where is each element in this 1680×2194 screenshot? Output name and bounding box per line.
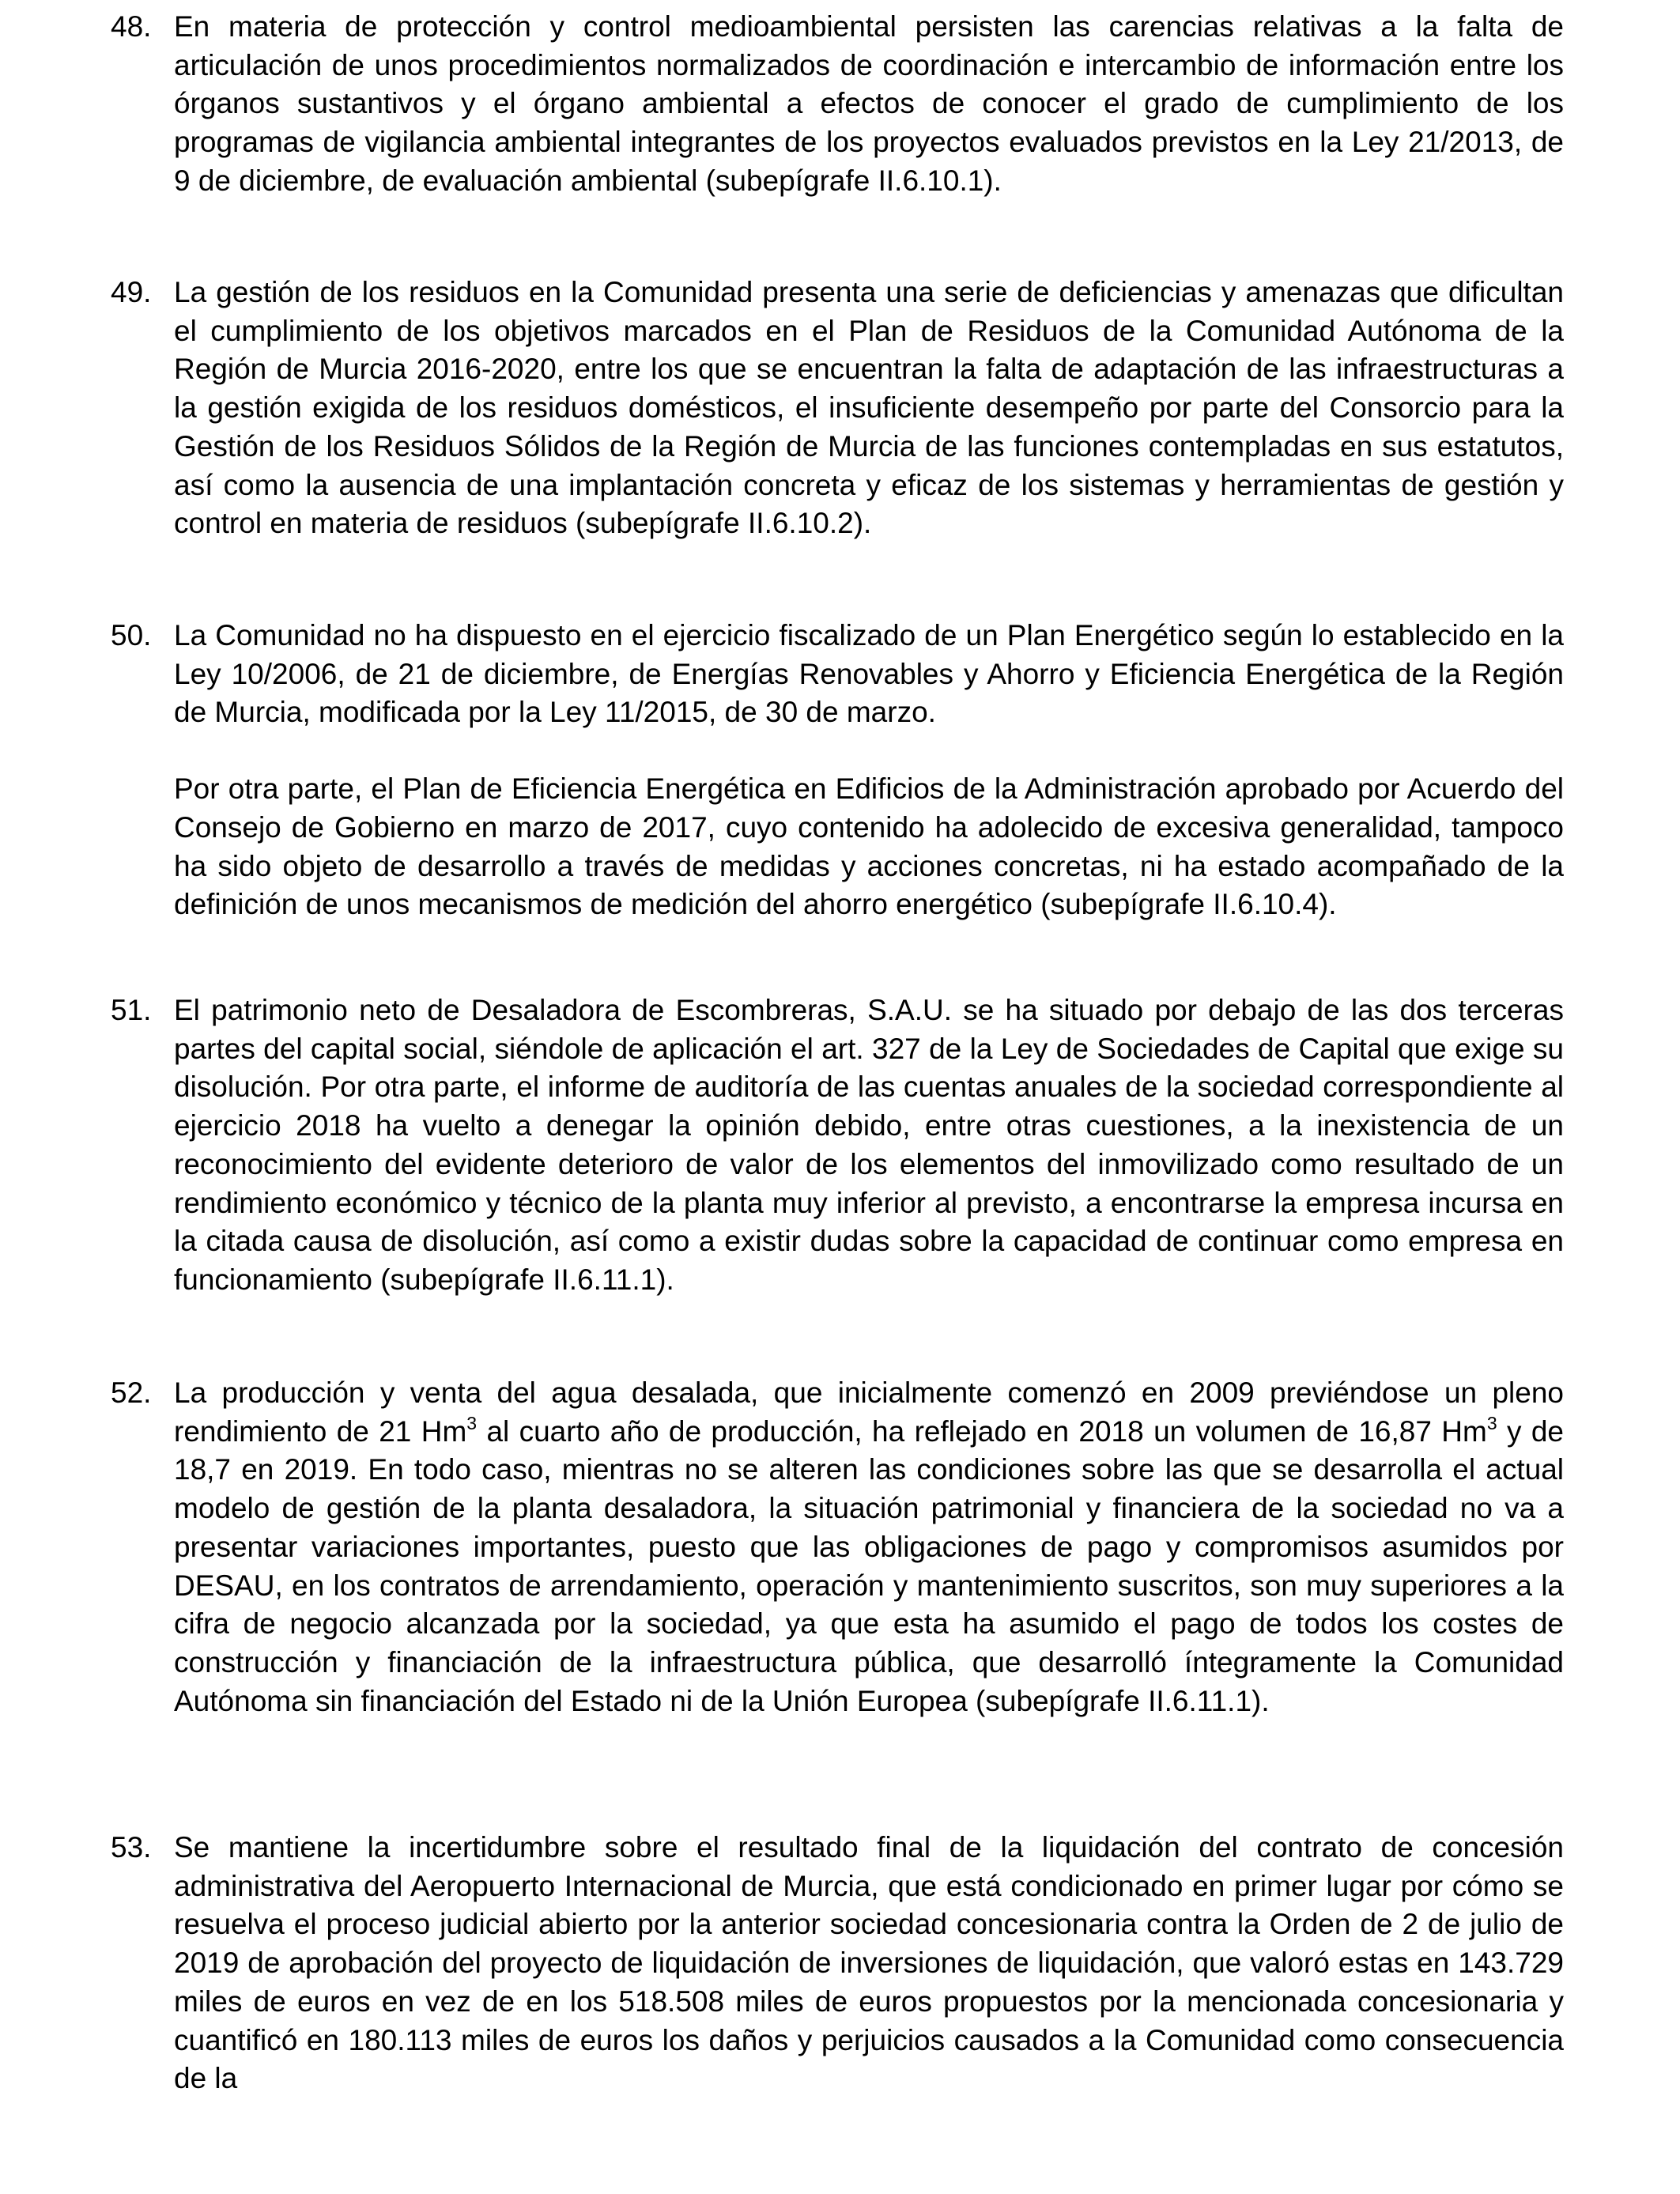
item-number: 50.	[111, 619, 152, 651]
superscript: 3	[466, 1412, 478, 1433]
item-number: 48.	[111, 10, 152, 43]
item-number: 52.	[111, 1376, 152, 1409]
item-body	[174, 617, 1564, 924]
item-number: 49.	[111, 276, 152, 308]
paragraph	[174, 1374, 1564, 1720]
paragraph: Se mantiene la incertidumbre sobre el resultado final de la liquidación del contrato de concesión administrativa del Aeropuerto Internacional de Murcia, que está condicionado en primer lugar por cómo se resuelva el proceso judicial abierto por la anterior sociedad concesionaria contra la Orden de 2 de julio de 2019 de aprobación del proyecto de liquidación de inversiones de liquidación, que valoró estas en 143.729 miles de euros en vez de en los 518.508 miles de euros propuestos por la mencionada concesionaria y cuantificó en 180.113 miles de euros los daños y perjuicios causados a la Comunidad como consecuencia de la	[174, 1831, 1564, 2095]
text-segment: La producción y venta del agua desalada, que inicialmente comenzó en 2009 previéndose un pleno rendimiento de 21 Hm	[174, 1376, 1564, 1448]
paragraph: El patrimonio neto de Desaladora de Escombreras, S.A.U. se ha situado por debajo de las dos terceras partes del capital social, siéndole de aplicación el art. 327 de la Ley de Sociedades de Capital que exige su disolución. Por otra parte, el informe de auditoría de las cuentas anuales de la sociedad correspondiente al ejercicio 2018 ha vuelto a denegar la opinión debido, entre otras cuestiones, a la inexistencia de un reconocimiento del evidente deterioro de valor de los elementos del inmovilizado como resultado de un rendimiento económico y técnico de la planta muy inferior al previsto, a encontrarse la empresa incursa en la citada causa de disolución, así como a existir dudas sobre la capacidad de continuar como empresa en funcionamiento (subepígrafe II.6.11.1).	[174, 994, 1564, 1296]
text-segment: al cuarto año de producción, ha reflejado en 2018 un volumen de 16,87 Hm	[477, 1414, 1487, 1448]
item-body	[174, 274, 1564, 543]
paragraph: Por otra parte, el Plan de Eficiencia Energética en Edificios de la Administración aprobado por Acuerdo del Consejo de Gobierno en marzo de 2017, cuyo contenido ha adolecido de excesiva generalidad, tampoco ha sido objeto de desarrollo a través de medidas y acciones concretas, ni ha estado acompañado de la definición de unos mecanismos de medición del ahorro energético (subepígrafe II.6.10.4).	[174, 772, 1564, 921]
item-body	[174, 1829, 1564, 2098]
item-number: 53.	[111, 1831, 152, 1864]
text-segment: y de 18,7 en 2019. En todo caso, mientras no se alteren las condiciones sobre las que se desarrolla el actual modelo de gestión de la planta desaladora, la situación patrimonial y financiera de la sociedad no va a presentar variaciones importantes, puesto que las obligaciones de pago y compromisos asumidos por DESAU, en los contratos de arrendamiento, operación y mantenimiento suscritos, son muy superiores a la cifra de negocio alcanzada por la sociedad, ya que esta ha asumido el pago de todos los costes de construcción y financiación de la infraestructura pública, que desarrolló íntegramente la Comunidad Autónoma sin financiación del Estado ni de la Unión Europea (subepígrafe II.6.11.1).	[174, 1414, 1564, 1717]
item-body	[174, 1374, 1564, 1720]
item-number: 51.	[111, 994, 152, 1026]
item-body	[174, 991, 1564, 1300]
superscript: 3	[1486, 1412, 1497, 1433]
paragraph: La gestión de los residuos en la Comunidad presenta una serie de deficiencias y amenazas que dificultan el cumplimiento de los objetivos marcados en el Plan de Residuos de la Comunidad Autónoma de la Región de Murcia 2016-2020, entre los que se encuentran la falta de adaptación de las infraestructuras a la gestión exigida de los residuos domésticos, el insuficiente desempeño por parte del Consorcio para la Gestión de los Residuos Sólidos de la Región de Murcia de las funciones contempladas en sus estatutos, así como la ausencia de una implantación concreta y eficaz de los sistemas y herramientas de gestión y control en materia de residuos (subepígrafe II.6.10.2).	[174, 276, 1564, 540]
paragraph: La Comunidad no ha dispuesto en el ejercicio fiscalizado de un Plan Energético según lo establecido en la Ley 10/2006, de 21 de diciembre, de Energías Renovables y Ahorro y Eficiencia Energética de la Región de Murcia, modificada por la Ley 11/2015, de 30 de marzo.	[174, 619, 1564, 729]
item-body	[174, 8, 1564, 201]
paragraph: En materia de protección y control medioambiental persisten las carencias relativas a la falta de articulación de unos procedimientos normalizados de coordinación e intercambio de información entre los órganos sustantivos y el órgano ambiental a efectos de conocer el grado de cumplimiento de los programas de vigilancia ambiental integrantes de los proyectos evaluados previstos en la Ley 21/2013, de 9 de diciembre, de evaluación ambiental (subepígrafe II.6.10.1).	[174, 10, 1564, 197]
